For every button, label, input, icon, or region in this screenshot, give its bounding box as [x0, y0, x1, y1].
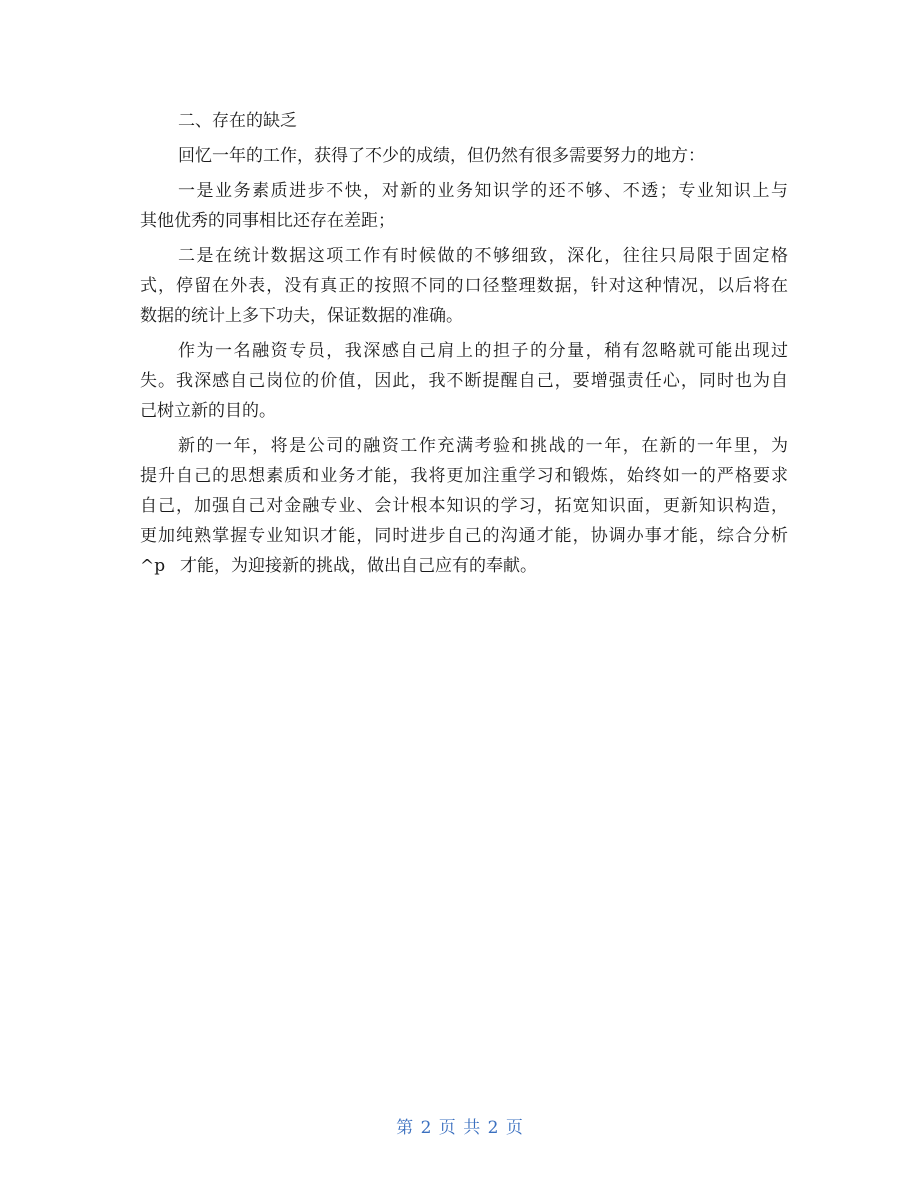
paragraph-2 — [140, 176, 788, 236]
page-footer: 第 2 页 共 2 页 — [396, 1118, 524, 1138]
paragraph-line: 提升自己的思想素质和业务才能，我将更加注重学习和锻炼，始终如一的严格要求 — [140, 466, 788, 486]
paragraph-3 — [140, 241, 788, 331]
paragraph-line: 自己，加强自己对金融专业、会计根本知识的学习，拓宽知识面，更新知识构造， — [140, 496, 788, 516]
paragraph-line: 更加纯熟掌握专业知识才能，同时进步自己的沟通才能，协调办事才能，综合分析 — [140, 526, 788, 546]
section-heading: 二、存在的缺乏 — [178, 111, 297, 131]
paragraph-1 — [140, 141, 788, 171]
paragraph-line: 失。我深感自己岗位的价值，因此，我不断提醒自己，要增强责任心，同时也为自 — [140, 371, 788, 391]
paragraph-line: 己树立新的目的。 — [140, 401, 276, 421]
paragraph-line: 新的一年，将是公司的融资工作充满考验和挑战的一年，在新的一年里，为 — [178, 436, 788, 456]
paragraph-line: 式，停留在外表，没有真正的按照不同的口径整理数据，针对这种情况，以后将在 — [140, 276, 788, 296]
paragraph-5 — [140, 431, 788, 581]
paragraph-line-text: 才能，为迎接新的挑战，做出自己应有的奉献。 — [180, 556, 537, 576]
caret-p-marker: ^p — [140, 556, 166, 576]
paragraph-line: 作为一名融资专员，我深感自己肩上的担子的分量，稍有忽略就可能出现过 — [178, 341, 788, 361]
paragraph-line: 数据的统计上多下功夫，保证数据的准确。 — [140, 306, 463, 326]
document-body — [140, 106, 788, 586]
paragraph-line: 回忆一年的工作，获得了不少的成绩，但仍然有很多需要努力的地方： — [178, 146, 705, 166]
paragraph-line: 二是在统计数据这项工作有时候做的不够细致，深化，往往只局限于固定格 — [178, 246, 788, 266]
paragraph-4 — [140, 336, 788, 426]
paragraph-line: 其他优秀的同事相比还存在差距； — [140, 211, 395, 231]
paragraph-line-with-caret — [140, 551, 788, 581]
paragraph-line: 一是业务素质进步不快，对新的业务知识学的还不够、不透；专业知识上与 — [178, 181, 788, 201]
